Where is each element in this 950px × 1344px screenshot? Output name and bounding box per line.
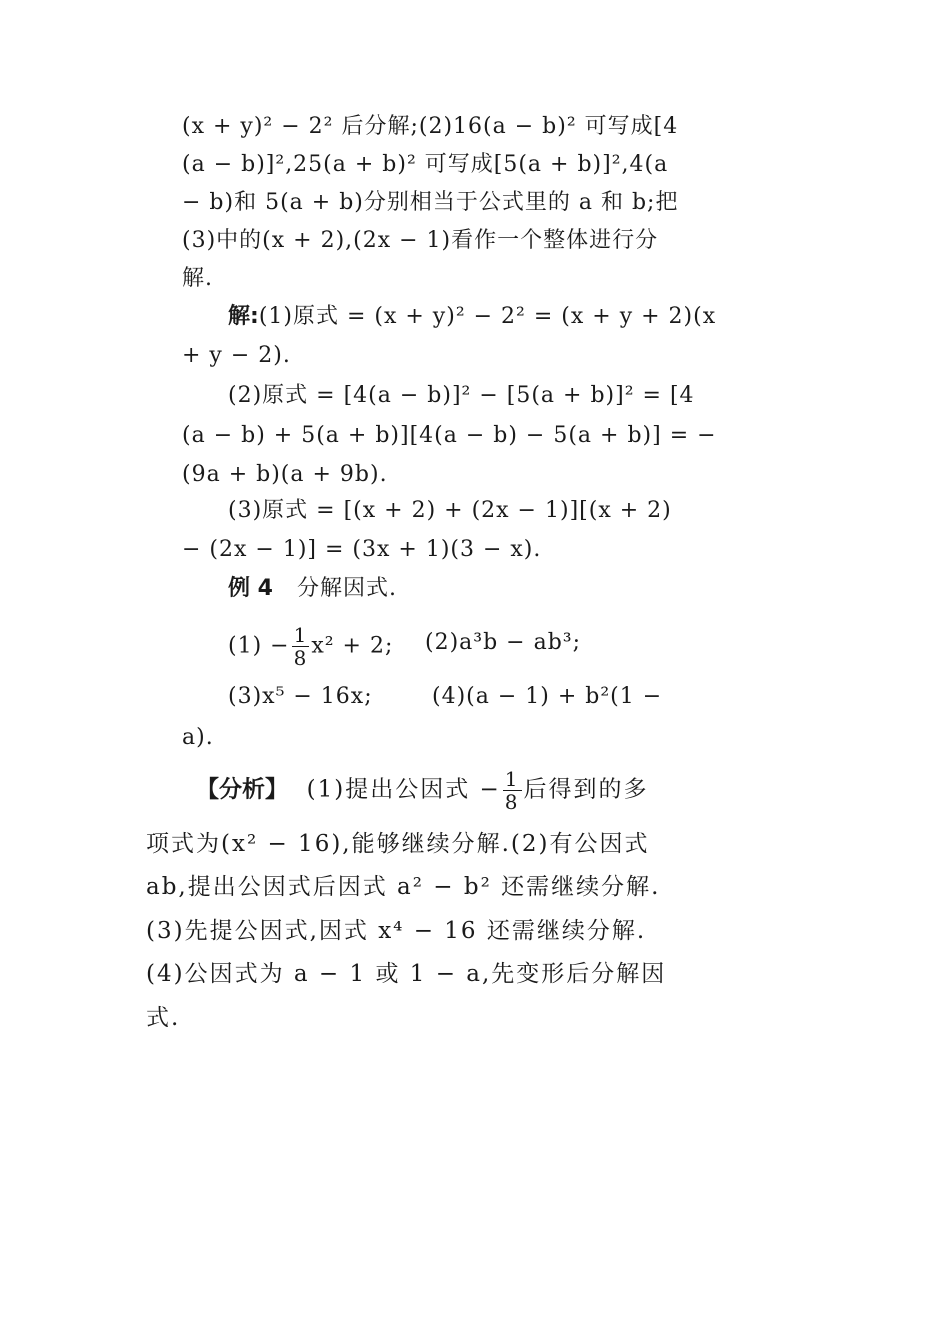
analysis-text-1b: 后得到的多 (523, 776, 649, 803)
item-1-rest: x² + 2; (311, 633, 394, 659)
text-line-1: (x + y)² − 2² 后分解;(2)16(a − b)² 可写成[4 (182, 114, 679, 139)
analysis-line-6: 式. (146, 1005, 181, 1031)
text-line-5: 解. (182, 266, 213, 291)
example-heading (228, 574, 397, 604)
analysis-fraction-denominator: 8 (504, 790, 520, 814)
example-item-4-cont: a). (182, 725, 214, 750)
text-line-4: (3)中的(x + 2),(2x − 1)看作一个整体进行分 (182, 228, 659, 253)
text-line-2: (a − b)]²,25(a + b)² 可写成[5(a + b)]²,4(a (182, 152, 669, 177)
example-label: 例 4 (228, 576, 273, 601)
solution-line-7: − (2x − 1)] = (3x + 1)(3 − x). (182, 537, 542, 562)
analysis-line-1 (196, 768, 649, 813)
item-1-prefix: (1) − (228, 633, 290, 659)
example-item-3: (3)x⁵ − 16x; (228, 684, 373, 709)
example-item-2: (2)a³b − ab³; (425, 630, 582, 655)
analysis-label: 【分析】 (196, 776, 288, 803)
solution-line-6: (3)原式 = [(x + 2) + (2x − 1)][(x + 2) (228, 498, 672, 523)
solution-line-5: (9a + b)(a + 9b). (182, 462, 388, 487)
example-title: 分解因式. (296, 576, 397, 601)
analysis-line-3: ab,提出公因式后因式 a² − b² 还需继续分解. (146, 874, 661, 900)
example-item-4: (4)(a − 1) + b²(1 − (432, 684, 663, 709)
analysis-line-2: 项式为(x² − 16),能够继续分解.(2)有公因式 (146, 831, 650, 857)
analysis-fraction-one-eighth (503, 768, 522, 813)
solution-line-2: + y − 2). (182, 343, 291, 368)
solution-line-3: (2)原式 = [4(a − b)]² − [5(a + b)]² = [4 (228, 383, 695, 408)
solution-line-1 (228, 302, 716, 332)
analysis-text-1: (1)提出公因式 − (306, 776, 501, 803)
fraction-denominator: 8 (293, 646, 308, 670)
solution-label: 解: (228, 304, 259, 329)
example-item-1 (228, 624, 393, 669)
analysis-line-5: (4)公因式为 a − 1 或 1 − a,先变形后分解因 (146, 961, 667, 987)
analysis-line-4: (3)先提公因式,因式 x⁴ − 16 还需继续分解. (146, 918, 647, 944)
fraction-one-eighth (292, 624, 310, 669)
solution-text-1: (1)原式 = (x + y)² − 2² = (x + y + 2)(x (258, 304, 717, 329)
fraction-numerator: 1 (293, 623, 308, 647)
analysis-fraction-numerator: 1 (504, 767, 520, 791)
text-line-3: − b)和 5(a + b)分别相当于公式里的 a 和 b;把 (182, 190, 679, 215)
solution-line-4: (a − b) + 5(a + b)][4(a − b) − 5(a + b)] = − (182, 423, 717, 448)
